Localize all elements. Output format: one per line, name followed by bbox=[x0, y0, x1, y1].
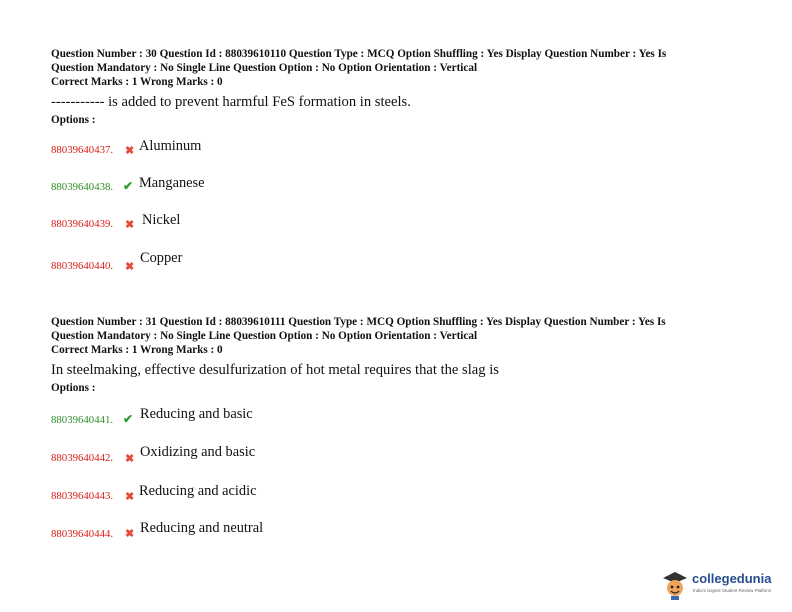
options-label: Options : bbox=[51, 114, 96, 126]
logo-tagline: India's largest Student Review Platform bbox=[693, 588, 772, 593]
question-stem: In steelmaking, effective desulfurization of hot metal requires that the slag is bbox=[51, 362, 499, 378]
question-meta-line-2: Question Mandatory : No Single Line Question Option : No Option Orientation : Vertical bbox=[51, 62, 478, 74]
option-text: Copper bbox=[140, 250, 183, 266]
graduate-cap-icon bbox=[662, 570, 688, 600]
cross-mark-icon: ✖ bbox=[125, 219, 135, 231]
cross-mark-icon: ✖ bbox=[125, 528, 135, 540]
question-meta bbox=[51, 47, 751, 89]
option-88039640437[interactable] bbox=[51, 128, 751, 165]
option-id: 88039640443. bbox=[51, 490, 114, 502]
option-text: Reducing and basic bbox=[140, 406, 253, 422]
option-88039640441[interactable] bbox=[51, 396, 751, 434]
option-id: 88039640444. bbox=[51, 528, 114, 540]
option-text: Reducing and neutral bbox=[140, 520, 264, 536]
option-id: 88039640439. bbox=[51, 218, 114, 230]
option-88039640442[interactable] bbox=[51, 434, 751, 473]
cross-mark-icon: ✖ bbox=[125, 145, 135, 157]
option-88039640438[interactable] bbox=[51, 165, 751, 202]
option-text: Reducing and acidic bbox=[139, 483, 257, 499]
option-text: Aluminum bbox=[139, 138, 202, 154]
question-31 bbox=[51, 315, 751, 551]
options-label: Options : bbox=[51, 382, 96, 394]
option-88039640443[interactable] bbox=[51, 473, 751, 511]
cross-mark-icon: ✖ bbox=[125, 453, 135, 465]
option-88039640444[interactable] bbox=[51, 511, 751, 551]
option-88039640439[interactable] bbox=[51, 202, 751, 242]
question-meta-line-1: Question Number : 31 Question Id : 88039610111 Question Type : MCQ Option Shuffling : Yes Display Question Number : Yes Is bbox=[51, 316, 666, 328]
option-id: 88039640438. bbox=[51, 181, 114, 193]
cross-mark-icon: ✖ bbox=[125, 261, 135, 273]
option-88039640440[interactable] bbox=[51, 242, 751, 282]
question-meta-line-1: Question Number : 30 Question Id : 88039610110 Question Type : MCQ Option Shuffling : Yes Display Question Number : Yes Is bbox=[51, 48, 667, 60]
option-id: 88039640440. bbox=[51, 260, 114, 272]
logo-name: collegedunia bbox=[692, 571, 772, 586]
check-mark-icon: ✔ bbox=[123, 412, 134, 426]
question-meta bbox=[51, 315, 751, 357]
option-id: 88039640437. bbox=[51, 144, 114, 156]
option-text: Manganese bbox=[139, 175, 205, 191]
question-30 bbox=[51, 47, 751, 282]
option-id: 88039640442. bbox=[51, 452, 114, 464]
check-mark-icon: ✔ bbox=[123, 179, 134, 193]
question-stem: ----------- is added to prevent harmful FeS formation in steels. bbox=[51, 94, 411, 110]
question-meta-line-2: Question Mandatory : No Single Line Question Option : No Option Orientation : Vertical bbox=[51, 330, 478, 342]
collegedunia-logo bbox=[662, 568, 782, 602]
cross-mark-icon: ✖ bbox=[125, 491, 135, 503]
option-id: 88039640441. bbox=[51, 414, 114, 426]
option-text: Oxidizing and basic bbox=[140, 444, 256, 460]
option-text: Nickel bbox=[142, 212, 181, 228]
question-marks: Correct Marks : 1 Wrong Marks : 0 bbox=[51, 344, 223, 356]
question-marks: Correct Marks : 1 Wrong Marks : 0 bbox=[51, 76, 223, 88]
